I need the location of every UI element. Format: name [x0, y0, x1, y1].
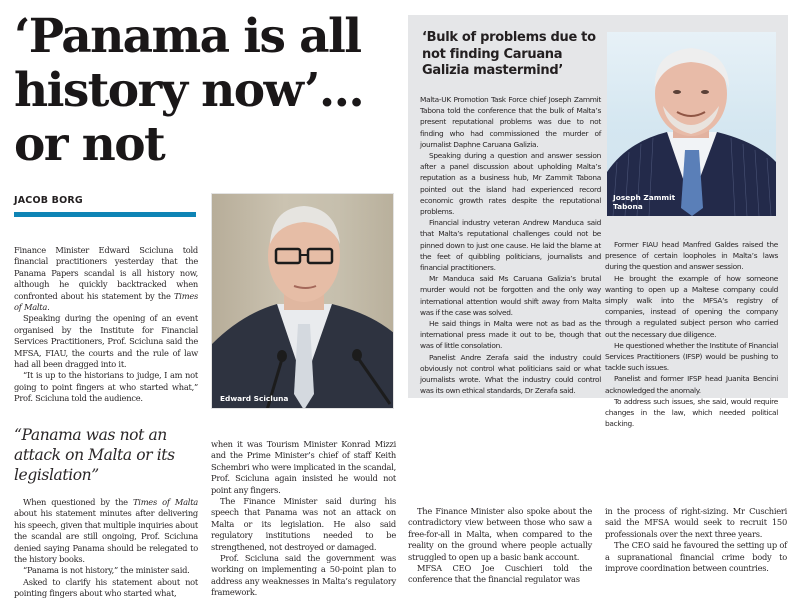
intro-paragraph: Speaking during the opening of an event organised by the Institute for Financial Services Practitioners, Prof. Scicluna said the MFSA, FIAU, the courts and the rule of law had all been dragged into it. [14, 313, 198, 370]
sidebar-paragraph: Panelist and former IFSP head Juanita Bencini acknowledged the anomaly. [605, 374, 778, 395]
intro-column [14, 245, 198, 405]
sidebar-column-2 [605, 239, 778, 429]
sidebar-paragraph: Speaking during a question and answer session after a panel discussion about upholding Malta’s reputation as a business hub, Mr Zammit Tabona pointed out the island had experienced record economic growth rates despite the reputational problems. [420, 151, 601, 217]
sidebar-paragraph: Former FIAU head Manfred Galdes raised the presence of certain loopholes in Malta’s laws during the question and answer session. [605, 240, 778, 272]
portrait-illustration [607, 32, 776, 216]
byline-rule [14, 212, 196, 217]
sidebar-paragraph: He said things in Malta were not as bad as the international press made it out to be, though that was of little consolation. [420, 319, 601, 351]
body-paragraph: The Finance Minister also spoke about the contradictory view between those who saw a free-for-all in Malta, when compared to the reality on the ground where people actually struggled to open up a basic bank account. [408, 506, 592, 562]
sidebar-paragraph: He brought the example of how someone wanting to open up a Maltese company could simply walk into the MFSA’s registry of companies, instead of opening the company through a regulated subject person who carried out the necessary due diligence. [605, 273, 778, 339]
sidebar-paragraph: Panelist Andre Zerafa said the industry could obviously not control what politicians said or what journalists wrote. What the industry could control was its own ethical standards, Dr Zerafa said. [420, 352, 601, 396]
body-paragraph: The Finance Minister said during his speech that Panama was not an attack on Malta or its legislation. He also said regulatory institutions needed to be strengthened, not destroyed or damaged. [211, 496, 396, 552]
body-paragraph: MFSA CEO Joe Cuschieri told the conference that the financial regulator was [408, 563, 592, 585]
body-paragraph: When questioned by the Times of Malta about his statement minutes after delivering his speech, given that multiple inquiries about the scandal are still ongoing, Prof. Scicluna denied saying Panama should be relegated to the history books. [14, 497, 198, 565]
body-paragraph: Asked to clarify his statement about not pointing fingers about who started what, [14, 576, 198, 599]
photo-caption: Edward Scicluna [220, 394, 289, 403]
sidebar-column-1 [420, 94, 601, 396]
portrait-illustration [212, 194, 394, 409]
photo-caption-line: Tabona [613, 202, 643, 211]
column-2-body [211, 439, 396, 599]
photo-joseph-zammit-tabona [607, 32, 776, 216]
sidebar-paragraph: He questioned whether the Institute of Financial Services Practitioners (IFSP) would be pushing to tackle such issues. [605, 340, 778, 373]
body-paragraph: in the process of right-sizing. Mr Cuschieri said the MFSA would seek to recruit 150 professionals over the next three years. [605, 506, 787, 539]
sidebar-paragraph: Malta-UK Promotion Task Force chief Joseph Zammit Tabona told the conference that the bulk of Malta’s present reputational problems was due to not finding who had commissioned the murder of journalist Daphne Caruana Galizia. [420, 95, 601, 149]
column-3-body [408, 506, 592, 586]
headline: ‘Panama is all history now’... or not [14, 9, 364, 172]
body-paragraph: “Panama is not history,” the minister said. [23, 565, 190, 576]
intro-paragraph: Finance Minister Edward Scicluna told financial practitioners yesterday that the Panama Papers scandal is all history now, although he quickly backtracked when confronted about his statement by the Times of Malta. [14, 245, 198, 313]
photo-caption [613, 193, 675, 211]
column-4-body [605, 506, 787, 574]
body-paragraph: The CEO said he favoured the setting up of a supranational financial crime body to improve coordination between countries. [605, 540, 787, 574]
photo-caption-line: Joseph Zammit [613, 193, 676, 202]
publication-name: Times of Malta [14, 290, 198, 313]
sidebar-paragraph: To address such issues, she said, would require changes in the law, which needed political backing. [605, 396, 778, 429]
pull-quote: “Panama was not an attack on Malta or its legislation” [14, 426, 175, 484]
intro-paragraph: “It is up to the historians to judge, I am not going to point fingers at who started what,” Prof. Scicluna told the audience. [14, 370, 198, 404]
sidebar-paragraph: Financial industry veteran Andrew Manduca said that Malta’s reputational challenges could not be pinned down to just one cause. He laid the blame at the feet of quibbling politicians, journalists and financial practitioners. [420, 218, 601, 273]
sidebar-title: ‘Bulk of problems due to not finding Caruana Galizia mastermind’ [422, 30, 596, 78]
column-1-body [14, 497, 198, 600]
photo-edward-scicluna [211, 193, 394, 409]
byline: JACOB BORG [14, 195, 83, 206]
sidebar-paragraph: Mr Manduca said Ms Caruana Galizia’s brutal murder would not be forgotten and the only way international attention would shift away from Malta was if the case was solved. [420, 274, 601, 317]
body-paragraph: Prof. Scicluna said the government was working on implementing a 50-point plan to address any weaknesses in Malta’s regulatory framework. [211, 553, 396, 598]
body-paragraph: when it was Tourism Minister Konrad Mizzi and the Prime Minister’s chief of staff Keith Schembri who were implicated in the scandal, Prof. Scicluna again insisted he would not point any fingers. [211, 439, 396, 495]
